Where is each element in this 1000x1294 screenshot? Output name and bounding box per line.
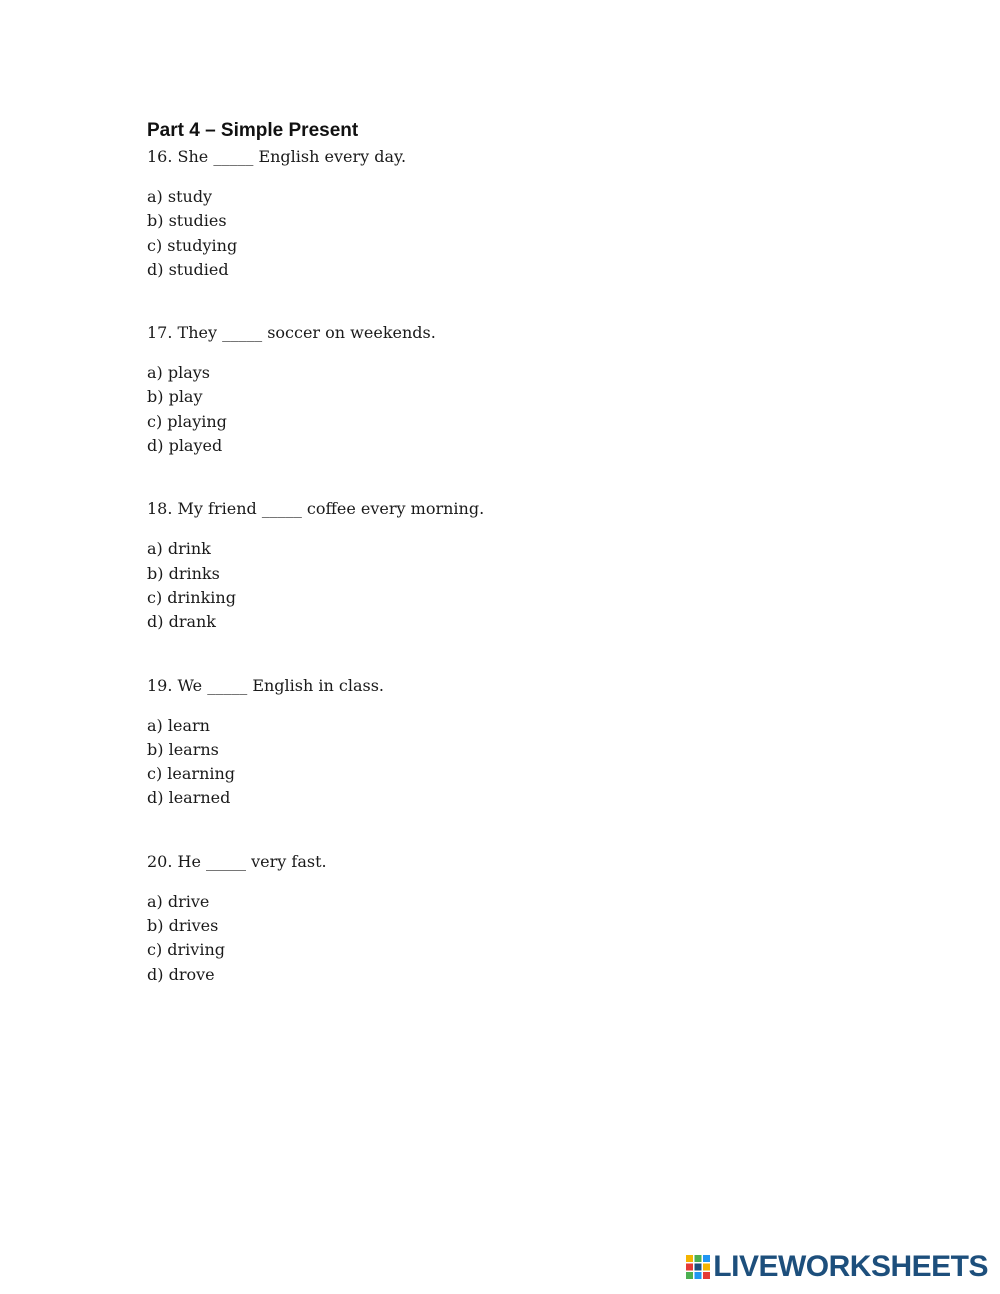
option-c: c) playing xyxy=(147,411,227,431)
logo-text: LIVEWORKSHEETS xyxy=(713,1250,988,1283)
option-b: b) play xyxy=(147,387,203,407)
question-19 xyxy=(147,675,847,811)
option-b: b) studies xyxy=(147,211,227,231)
option-b: b) drinks xyxy=(147,563,220,583)
liveworksheets-logo-icon xyxy=(686,1255,710,1279)
option-d: d) drove xyxy=(147,964,215,984)
option-a: a) study xyxy=(147,187,213,206)
question-16 xyxy=(147,146,847,282)
question-text: 20. He _____ very fast. xyxy=(147,851,327,871)
option-c: c) learning xyxy=(147,764,236,784)
option-list xyxy=(147,714,847,811)
question-17 xyxy=(147,322,847,458)
liveworksheets-logo xyxy=(686,1252,988,1282)
option-list xyxy=(147,361,847,458)
option-a: a) drink xyxy=(147,539,211,559)
option-a: a) plays xyxy=(147,363,211,383)
option-list xyxy=(147,537,847,634)
question-18 xyxy=(147,498,847,634)
option-list xyxy=(147,185,847,282)
question-text: 19. We _____ English in class. xyxy=(147,675,385,695)
option-c: c) driving xyxy=(147,940,225,960)
option-d: d) played xyxy=(147,436,223,456)
question-text: 16. She _____ English every day. xyxy=(147,147,407,166)
part-title: Part 4 – Simple Present xyxy=(147,120,359,141)
option-a: a) drive xyxy=(147,891,210,911)
question-text: 17. They _____ soccer on weekends. xyxy=(147,323,436,343)
option-b: b) learns xyxy=(147,739,219,759)
option-d: d) learned xyxy=(147,788,231,808)
option-list xyxy=(147,890,847,987)
question-text: 18. My friend _____ coffee every morning. xyxy=(147,499,485,519)
option-a: a) learn xyxy=(147,715,210,735)
question-20 xyxy=(147,851,847,987)
option-d: d) drank xyxy=(147,612,216,632)
worksheet-page xyxy=(147,118,847,987)
option-c: c) drinking xyxy=(147,587,236,607)
option-c: c) studying xyxy=(147,235,238,255)
option-b: b) drives xyxy=(147,916,219,936)
option-d: d) studied xyxy=(147,259,229,279)
